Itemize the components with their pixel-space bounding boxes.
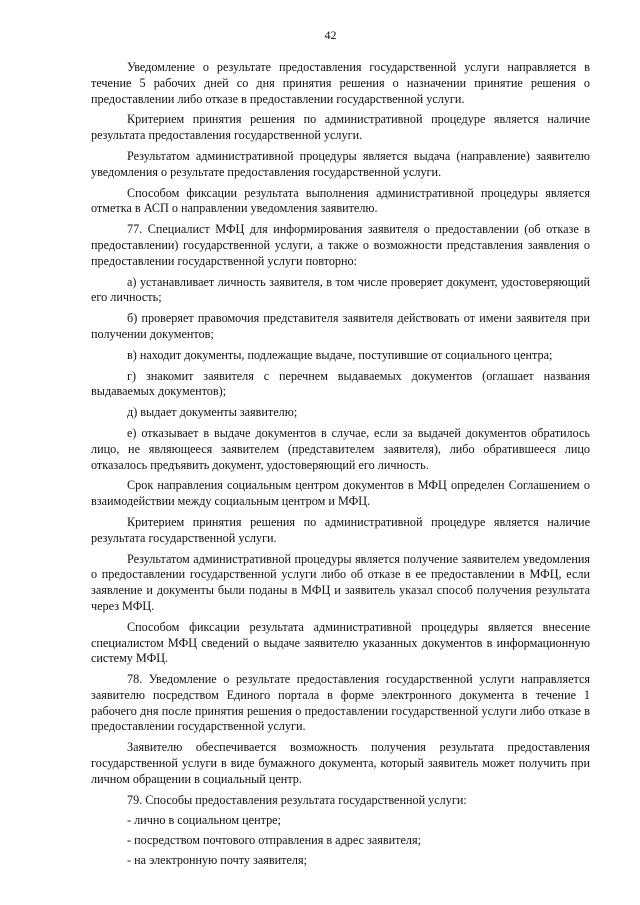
document-body [91,60,590,869]
paragraph: Уведомление о результате предоставления государственной услуги направляется в течение 5 рабочих дней со дня принятия решения о назначении принятие решения о предоставлении либо отказе в предоставлении государственной услуги. [91,60,590,106]
paragraph: Заявителю обеспечивается возможность получения результата предоставления государственной услуги в виде бумажного документа, который заявитель может получить при личном обращении в социальный центр. [91,740,590,786]
list-item: - посредством почтового отправления в адрес заявителя; [127,833,421,848]
paragraph: Результатом административной процедуры является выдача (направление) заявителю уведомления о результате предоставления государственной услуги. [91,148,590,179]
paragraph: Способом фиксации результата выполнения административной процедуры является отметка в АСП о направлении уведомления заявителю. [91,185,590,216]
list-item: д) выдает документы заявителю; [127,405,298,420]
list-item: в) находит документы, подлежащие выдаче, поступившие от социального центра; [127,347,553,362]
list-item: г) знакомит заявителя с перечнем выдаваемых документов (оглашает названия выдаваемых документов); [91,368,590,399]
paragraph: Критерием принятия решения по административной процедуре является наличие результата предоставления государственной услуги. [91,112,590,143]
paragraph: Способом фиксации результата административной процедуры является внесение специалистом МФЦ сведений о выдаче заявителю указанных документов в информационную систему МФЦ. [91,619,590,666]
list-item: е) отказывает в выдаче документов в случае, если за выдачей документов обратилось лицо, не являющееся заявителем (представителем заявителя), либо обратившееся лицо отказалось предъявить документ, удостоверяющий его личность. [91,425,590,472]
list-item: - на электронную почту заявителя; [127,853,307,868]
paragraph: 79. Способы предоставления результата государственной услуги: [127,792,467,807]
paragraph: 78. Уведомление о результате предоставления государственной услуги направляется заявителю посредством Единого портала в форме электронного документа в течение 1 рабочего дня после принятия решения о предоставлении государственной услуги либо отказе в предоставлении государственной услуги. [91,672,590,734]
page-number: 42 [324,28,337,42]
list-item: б) проверяет правомочия представителя заявителя действовать от имени заявителя при получении документов; [91,311,590,341]
list-item: а) устанавливает личность заявителя, в том числе проверяет документ, удостоверяющий его личность; [91,274,590,305]
paragraph: Результатом административной процедуры является получение заявителем уведомления о предоставлении государственной услуги либо об отказе в ее предоставлении в МФЦ, если заявление и документы были поданы в МФЦ и заявитель указал способ получения результата через МФЦ. [91,551,590,613]
paragraph: Критерием принятия решения по административной процедуре является наличие результата государственной услуги. [91,514,590,545]
paragraph: 77. Специалист МФЦ для информирования заявителя о предоставлении (об отказе в предоставлении) государственной услуги, а также о возможности представления заявления о предоставлении государственной услуги повторно: [91,222,590,268]
paragraph: Срок направления социальным центром документов в МФЦ определен Соглашением о взаимодействии между социальным центром и МФЦ. [91,478,590,509]
list-item: - лично в социальном центре; [127,813,281,828]
